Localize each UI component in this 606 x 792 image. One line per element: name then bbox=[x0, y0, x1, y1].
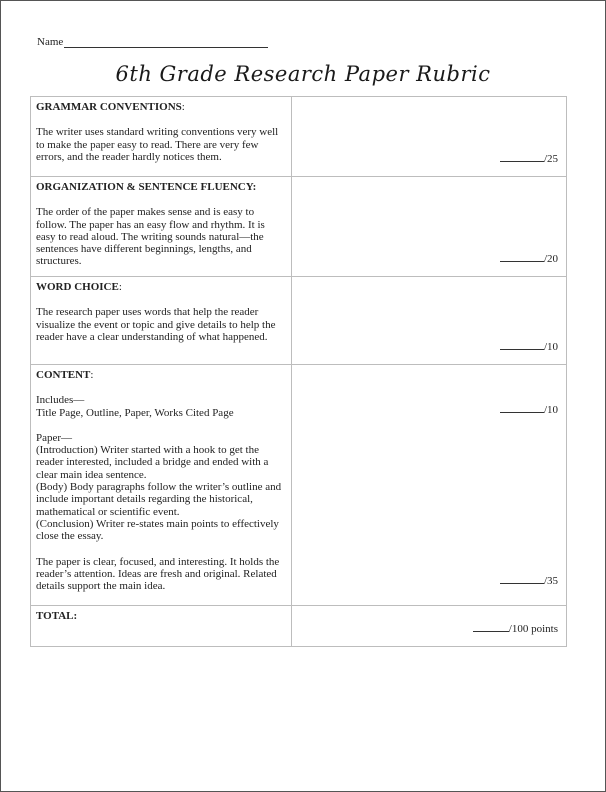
criteria-text-quality: The paper is clear, focused, and interesting. It holds the reader’s attention. Ideas are fresh and original. Related details support the main idea. bbox=[36, 555, 280, 593]
paper-label: Paper— bbox=[36, 431, 73, 444]
section-heading: GRAMMAR CONVENTIONS: bbox=[36, 101, 185, 113]
score-line-includes: /10 bbox=[500, 403, 558, 416]
criteria-text: The order of the paper makes sense and is easy to follow. The paper has an easy flow and rhythm. It is easy to read aloud. The writing sounds natural—the sentences have different beginnings, lengths, and structures. bbox=[36, 206, 265, 268]
name-blank-line bbox=[64, 37, 268, 48]
name-field bbox=[37, 36, 268, 48]
score-blank bbox=[500, 403, 544, 413]
score-blank bbox=[500, 152, 544, 162]
score-blank bbox=[500, 252, 544, 262]
score-cell bbox=[292, 365, 567, 606]
section-heading: ORGANIZATION & SENTENCE FLUENCY: bbox=[36, 181, 257, 193]
criteria-cell bbox=[31, 97, 292, 177]
score-blank bbox=[500, 574, 544, 584]
score-blank bbox=[473, 622, 509, 632]
page-title: 6th Grade Research Paper Rubric bbox=[115, 62, 491, 86]
criteria-text: The writer uses standard writing conventions very well to make the paper easy to read. There are very few errors, and the reader hardly notices them. bbox=[36, 126, 279, 163]
score-line: /20 bbox=[500, 252, 558, 265]
criteria-cell bbox=[31, 277, 292, 365]
rubric-table bbox=[30, 96, 567, 647]
name-label: Name bbox=[37, 36, 64, 48]
includes-label: Includes— bbox=[36, 394, 85, 407]
criteria-text-conclusion: (Conclusion) Writer re-states main points to effectively close the essay. bbox=[36, 517, 279, 543]
score-line-paper: /35 bbox=[500, 574, 558, 587]
section-heading: WORD CHOICE: bbox=[36, 281, 122, 293]
criteria-text: The research paper uses words that help the reader visualize the event or topic and give details to help the reader have a clear understanding of what happened. bbox=[36, 306, 276, 343]
score-cell bbox=[292, 177, 567, 277]
score-blank bbox=[500, 340, 544, 350]
criteria-cell bbox=[31, 177, 292, 277]
rubric-row-total bbox=[31, 606, 567, 647]
includes-items: Title Page, Outline, Paper, Works Cited Page bbox=[36, 406, 234, 419]
criteria-text-body: (Body) Body paragraphs follow the writer’s outline and include important details regarding the historical, mathematical or scientific event. bbox=[36, 481, 282, 518]
rubric-row-grammar bbox=[31, 97, 567, 177]
total-score-cell bbox=[292, 606, 567, 647]
total-score-line: /100 points bbox=[473, 622, 558, 635]
rubric-row-organization bbox=[31, 177, 567, 277]
score-cell bbox=[292, 277, 567, 365]
total-heading: TOTAL: bbox=[36, 610, 78, 622]
score-line: /10 bbox=[500, 340, 558, 353]
score-cell bbox=[292, 97, 567, 177]
section-heading: CONTENT: bbox=[36, 369, 94, 381]
score-line: /25 bbox=[500, 152, 558, 165]
criteria-cell bbox=[31, 365, 292, 606]
rubric-row-content bbox=[31, 365, 567, 606]
criteria-text-intro: (Introduction) Writer started with a hook to get the reader interested, included a bridge and ended with a clear main idea sentence. bbox=[36, 444, 269, 481]
total-label-cell bbox=[31, 606, 292, 647]
rubric-row-word-choice bbox=[31, 277, 567, 365]
